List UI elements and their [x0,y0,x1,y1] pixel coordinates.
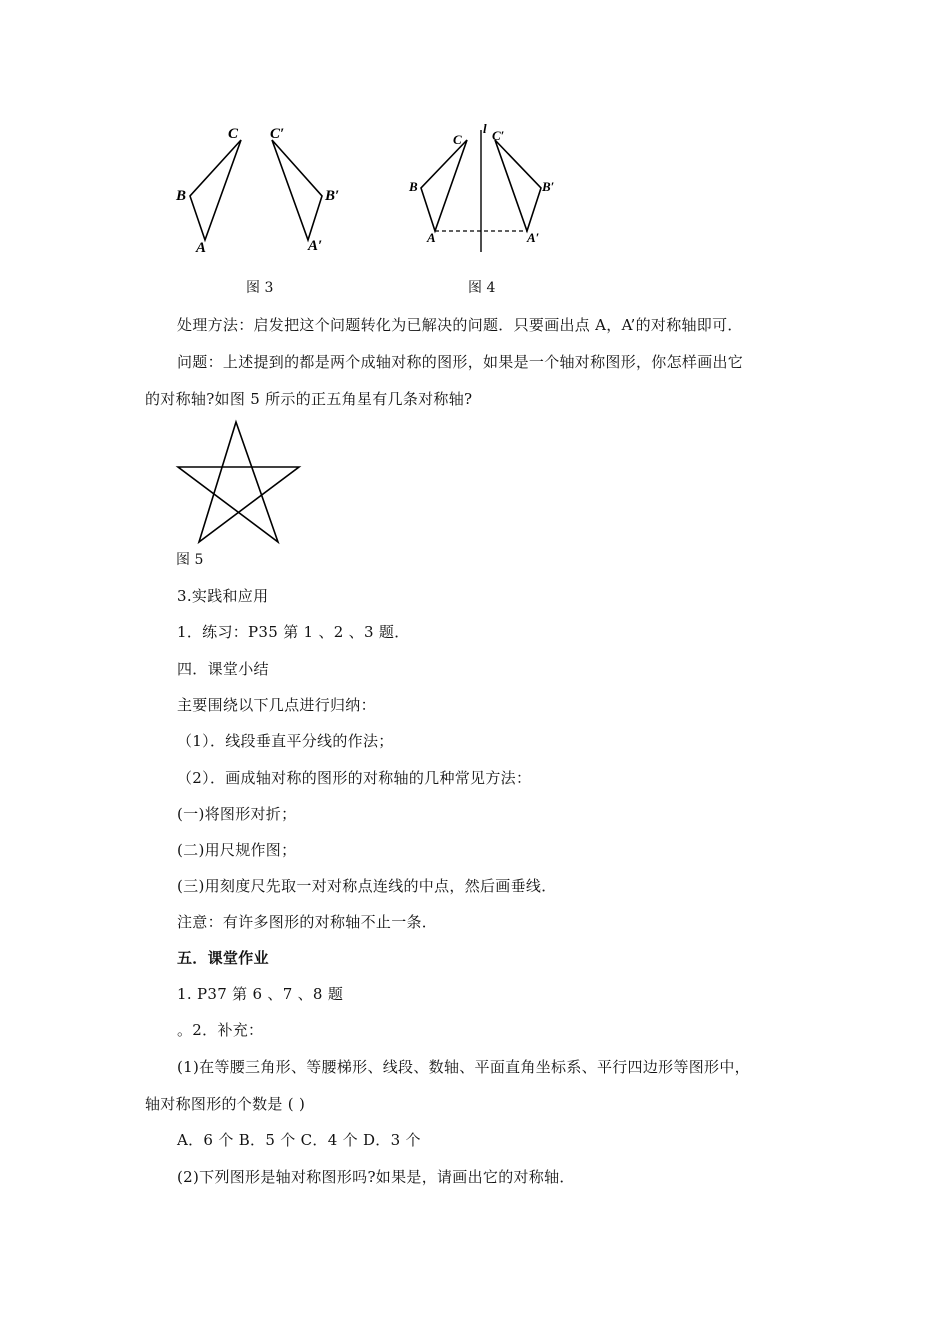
triangle-abc-prime [272,140,322,240]
figure-3-diagram [170,118,350,258]
homework-item-2: 。2．补充： [177,1021,264,1039]
label-b-prime: B′ [542,179,555,194]
triangle-abc-prime [495,140,541,231]
method-item-a: (一)将图形对折； [177,805,297,823]
paragraph-question-line2: 的对称轴?如图 5 所示的正五角星有几条对称轴? [145,390,473,408]
summary-item-1: （1）．线段垂直平分线的作法； [177,732,394,750]
label-a: A [427,230,436,245]
supplement-2: (2)下列图形是轴对称图形吗?如果是，请画出它的对称轴． [177,1168,575,1186]
label-c: C [453,132,462,147]
homework-title: 五．课堂作业 [177,949,269,967]
label-b: B [409,179,418,194]
label-l: l [483,121,487,136]
figure-4-caption: 图 4 [468,280,496,296]
summary-item-2: （2）．画成轴对称的图形的对称轴的几种常见方法： [177,769,532,787]
label-b-prime: B′ [325,188,340,204]
supplement-1-line2: 轴对称图形的个数是 ( ) [145,1095,306,1113]
practice-item: 1．练习：P35 第 1 、2 、3 题． [177,623,410,641]
label-b: B [176,188,187,204]
figure-5-caption: 图 5 [176,552,204,568]
homework-item-1: 1. P37 第 6 、7 、8 题 [177,985,344,1003]
label-a-prime: A′ [527,230,540,245]
paragraph-question-line1: 问题：上述提到的都是两个成轴对称的图形，如果是一个轴对称图形，你怎样画出它 [177,353,744,371]
supplement-1-options: A．6 个 B．5 个 C．4 个 D．3 个 [177,1131,421,1149]
figure-4-diagram [405,118,565,258]
figure-3-caption: 图 3 [246,280,274,296]
summary-title: 四．课堂小结 [177,660,269,678]
label-c: C [228,126,239,142]
practice-title: 3.实践和应用 [177,587,269,605]
label-a-prime: A′ [308,238,323,254]
note: 注意：有许多图形的对称轴不止一条． [177,913,438,931]
label-c-prime: C′ [270,126,285,142]
label-a: A [196,240,207,256]
method-item-c: (三)用刻度尺先取一对对称点连线的中点，然后画垂线． [177,877,557,895]
supplement-1-line1: (1)在等腰三角形、等腰梯形、线段、数轴、平面直角坐标系、平行四边形等图形中， [177,1058,750,1076]
triangle-abc [421,140,467,231]
summary-intro: 主要围绕以下几点进行归纳： [177,696,376,714]
triangle-abc [190,140,241,240]
figure-5-star [172,418,307,546]
method-item-b: (二)用尺规作图； [177,841,297,859]
pentagram [178,422,299,542]
paragraph-method: 处理方法：启发把这个问题转化为已解决的问题．只要画出点 A，A’的对称轴即可． [177,316,743,334]
label-c-prime: C′ [492,128,505,143]
